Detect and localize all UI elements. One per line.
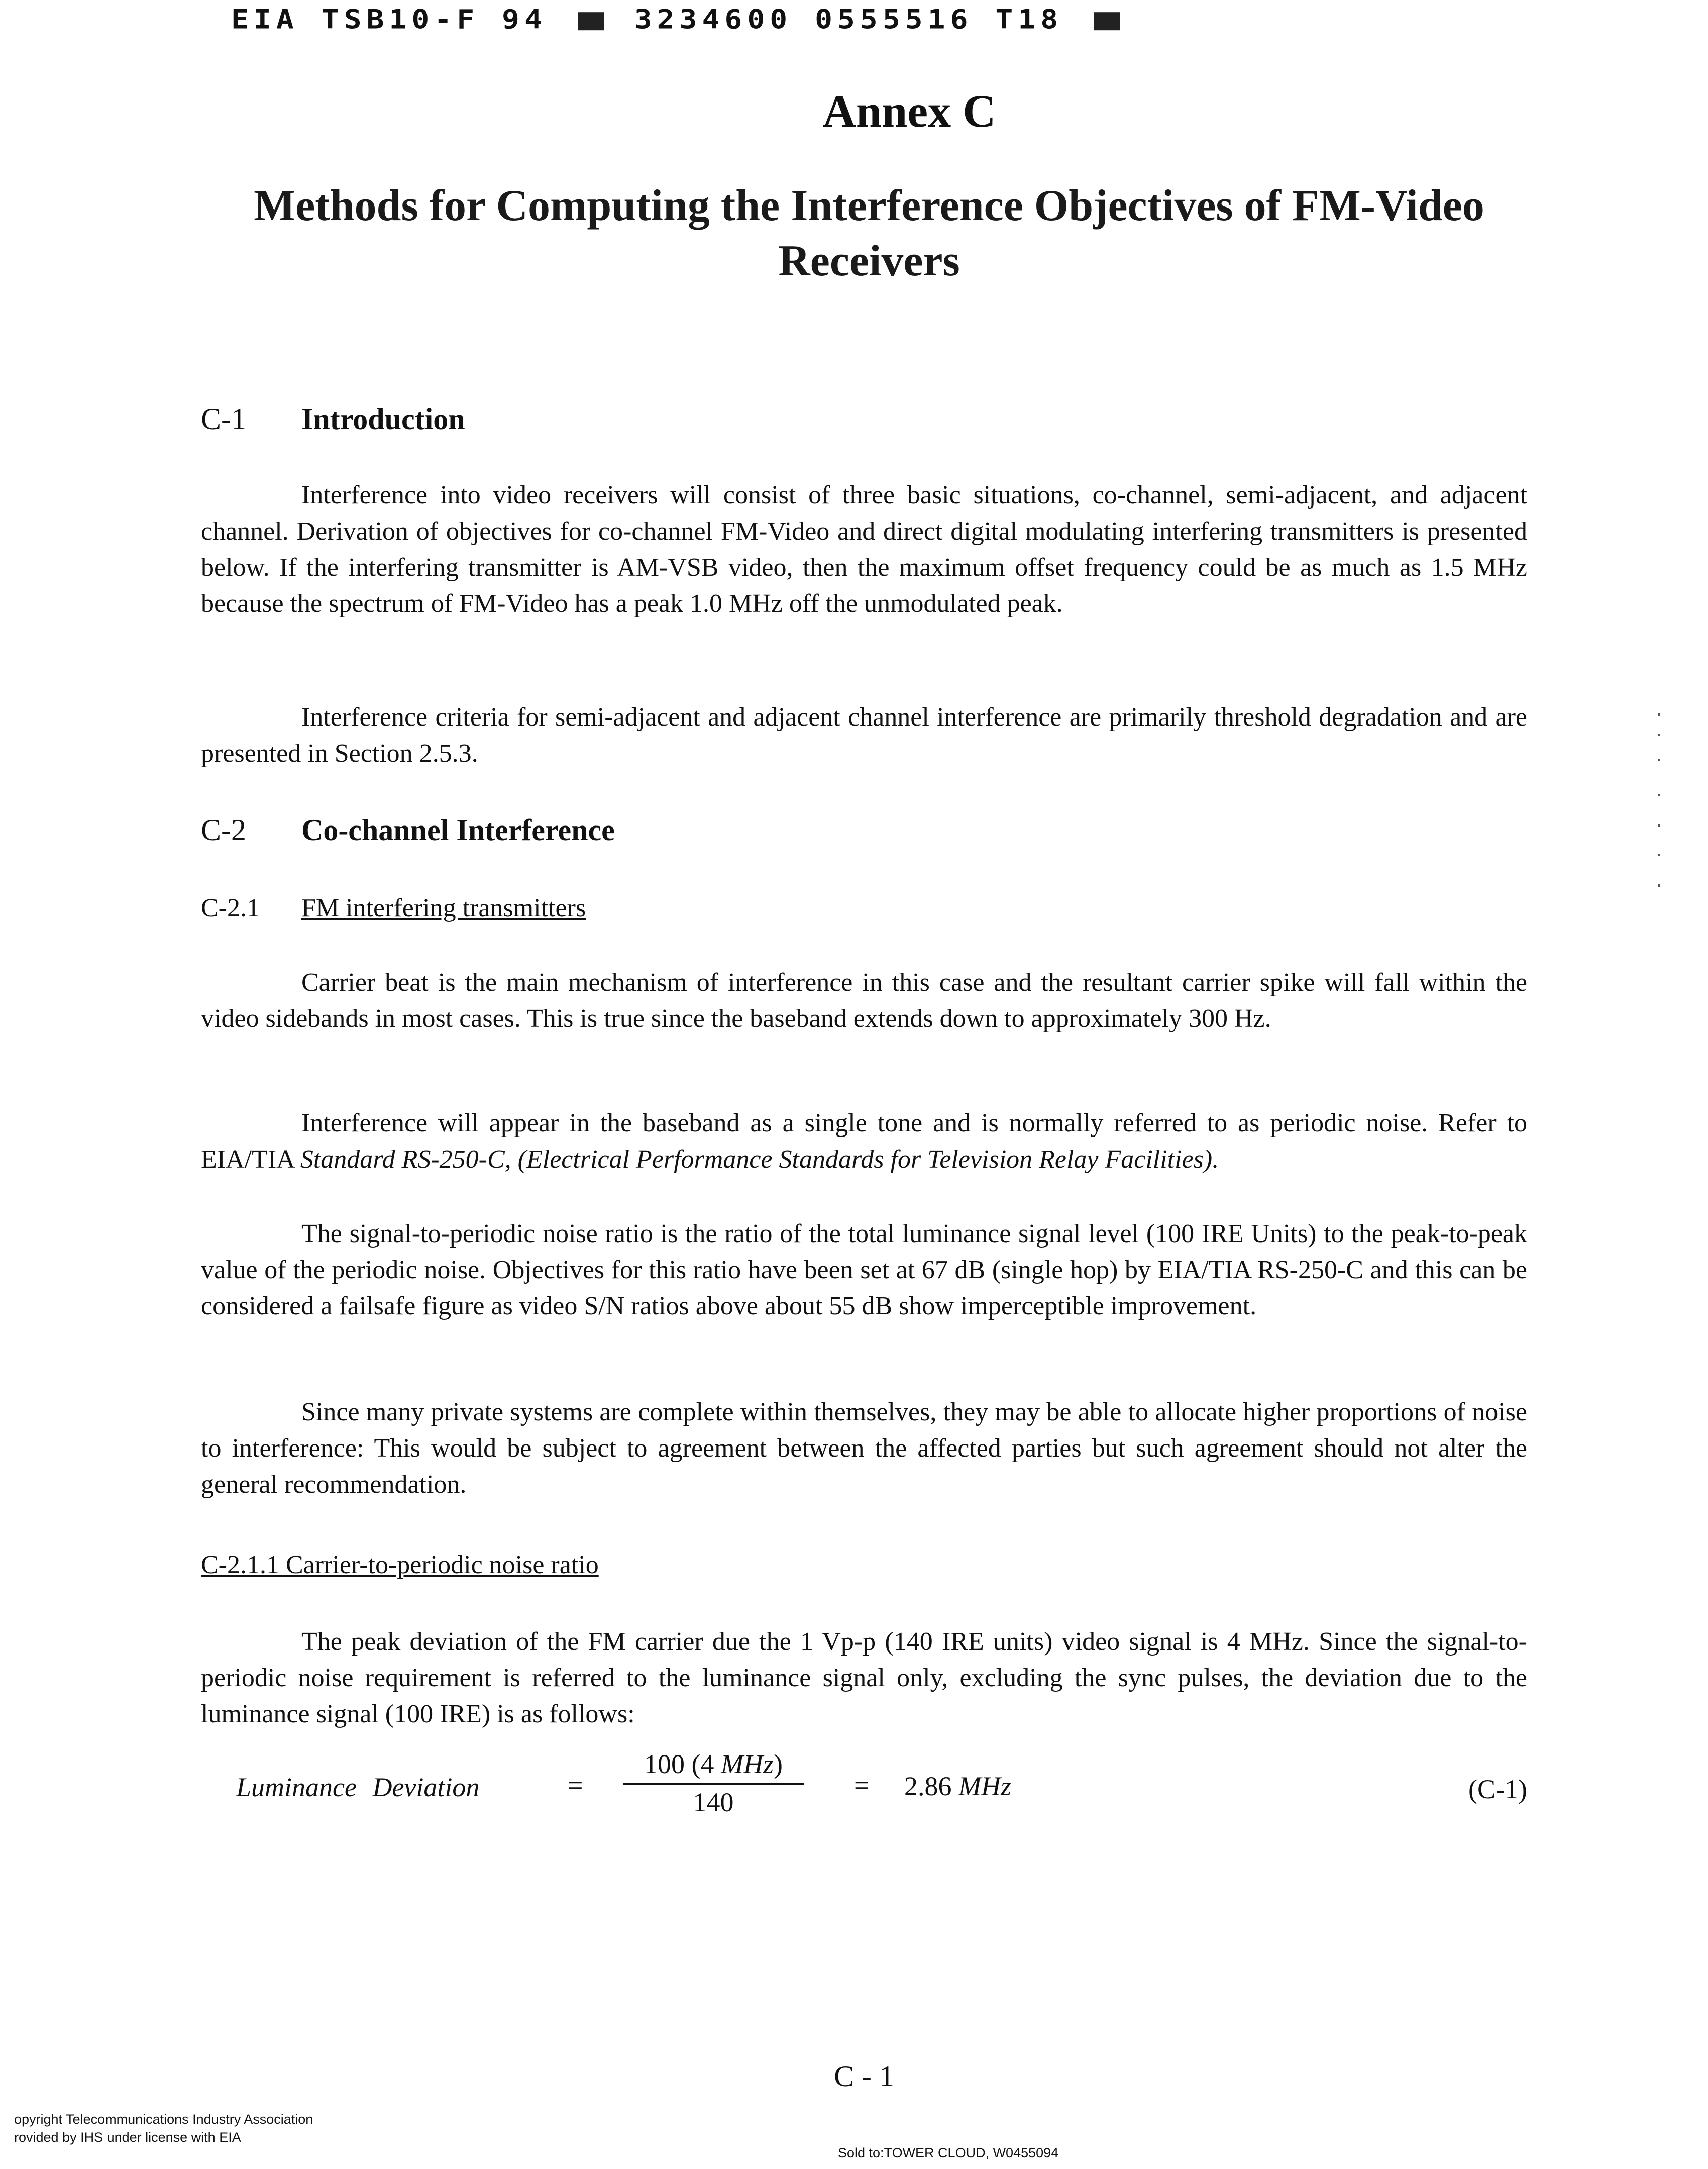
scan-speck bbox=[1658, 884, 1660, 887]
numerator-value: 100 (4 bbox=[644, 1749, 721, 1779]
section-number: C-2 bbox=[201, 813, 246, 847]
paragraph-private-systems: Since many private systems are complete within themselves, they may be able to allocate higher proportions of noise to interference: This would be subject to agreement between the affected parties but such agreement should not alter the general recommendation. bbox=[201, 1398, 1527, 1499]
document-title-line-1: Methods for Computing the Interference Objectives of FM-Video bbox=[254, 181, 1484, 230]
section-title: Co-channel Interference bbox=[301, 813, 615, 847]
subsection-heading-c2-1-1 bbox=[201, 1550, 599, 1580]
equation-label: (C-1) bbox=[1468, 1774, 1527, 1804]
paragraph-text: Interference will appear in the baseband as a single tone and is normally referred to as periodic noise. Refer to EIA/TIA bbox=[201, 1109, 1527, 1174]
numerator-unit: MHz bbox=[721, 1749, 774, 1779]
paragraph-peak-deviation: The peak deviation of the FM carrier due the 1 Vp-p (140 IRE units) video signal is 4 MHz. Since the signal-to-periodic noise requirement is referred to the luminance signal only, excluding the sync pulses, the deviation due to the luminance signal (100 IRE) is as follows: bbox=[201, 1627, 1527, 1728]
document-title bbox=[211, 178, 1527, 289]
section-heading-c1 bbox=[201, 402, 465, 437]
equation-lhs: Luminance Deviation bbox=[236, 1772, 480, 1802]
scan-code-part-2: 3234600 0555516 T18 bbox=[634, 4, 1063, 35]
subsection-title: Carrier-to-periodic noise ratio bbox=[286, 1551, 599, 1579]
scan-speck bbox=[1658, 713, 1660, 716]
scan-speck bbox=[1658, 824, 1660, 827]
numerator-close: ) bbox=[774, 1749, 783, 1779]
scan-code-part-1: EIA TSB10-F 94 bbox=[231, 4, 547, 35]
page-number: C - 1 bbox=[834, 2059, 894, 2093]
subsection-number: C-2.1.1 bbox=[201, 1551, 279, 1579]
result-value: 2.86 bbox=[904, 1771, 958, 1801]
scan-speck bbox=[1658, 794, 1660, 796]
paragraph-signal-to-noise: The signal-to-periodic noise ratio is the ratio of the total luminance signal level (100 IRE Units) to the peak-to-peak value of the periodic noise. Objectives for this ratio have been set at 67 dB (single hop) by EIA/TIA RS-250-C and this can be considered a failsafe figure as video S/N ratios above about 55 dB show imperceptible improvement. bbox=[201, 1219, 1527, 1320]
footer-copyright-line-2: rovided by IHS under license with EIA bbox=[14, 2130, 241, 2145]
equation-c1 bbox=[236, 1748, 1527, 1824]
equation-result bbox=[904, 1771, 1011, 1802]
section-title: Introduction bbox=[301, 402, 465, 436]
scan-block-mark bbox=[1094, 12, 1120, 30]
paragraph-intro-2: Interference criteria for semi-adjacent and adjacent channel interference are primarily threshold degradation and are presented in Section 2.5.3. bbox=[201, 703, 1527, 768]
paragraph-periodic-noise bbox=[201, 1105, 1527, 1178]
equals-sign: = bbox=[568, 1770, 583, 1800]
fraction bbox=[623, 1748, 804, 1818]
footer-copyright bbox=[14, 2110, 313, 2146]
scan-block-mark bbox=[578, 12, 604, 30]
standard-reference: Standard RS-250-C, (Electrical Performance Standards for Television Relay Facilities). bbox=[300, 1145, 1219, 1174]
paragraph-intro-1: Interference into video receivers will consist of three basic situations, co-channel, semi-adjacent, and adjacent channel. Derivation of objectives for co-channel FM-Video and direct digital modulating interfering transmitters is presented below. If the interfering transmitter is AM-VSB video, then the maximum offset frequency could be as much as 1.5 MHz because the spectrum of FM-Video has a peak 1.0 MHz off the unmodulated peak. bbox=[201, 481, 1527, 618]
result-unit: MHz bbox=[958, 1771, 1011, 1801]
footer-sold-to: Sold to:TOWER CLOUD, W0455094 bbox=[838, 2145, 1059, 2160]
scan-header-code bbox=[231, 4, 1128, 35]
scan-speck bbox=[1658, 759, 1660, 761]
fraction-numerator bbox=[623, 1748, 804, 1785]
section-number: C-1 bbox=[201, 402, 246, 436]
fraction-denominator: 140 bbox=[693, 1787, 734, 1817]
subsection-heading-c2-1 bbox=[201, 893, 586, 923]
document-title-line-2: Receivers bbox=[778, 237, 960, 285]
subsection-number: C-2.1 bbox=[201, 894, 260, 922]
paragraph-carrier-beat: Carrier beat is the main mechanism of interference in this case and the resultant carrier spike will fall within the video sidebands in most cases. This is true since the baseband extends down to approximately 300 Hz. bbox=[201, 968, 1527, 1033]
annex-heading: Annex C bbox=[822, 85, 996, 137]
section-heading-c2 bbox=[201, 813, 615, 848]
scan-speck bbox=[1658, 734, 1660, 736]
equals-sign: = bbox=[854, 1770, 870, 1800]
subsection-title: FM interfering transmitters bbox=[301, 894, 586, 922]
scan-speck bbox=[1658, 854, 1660, 856]
footer-copyright-line-1: opyright Telecommunications Industry Association bbox=[14, 2112, 313, 2127]
